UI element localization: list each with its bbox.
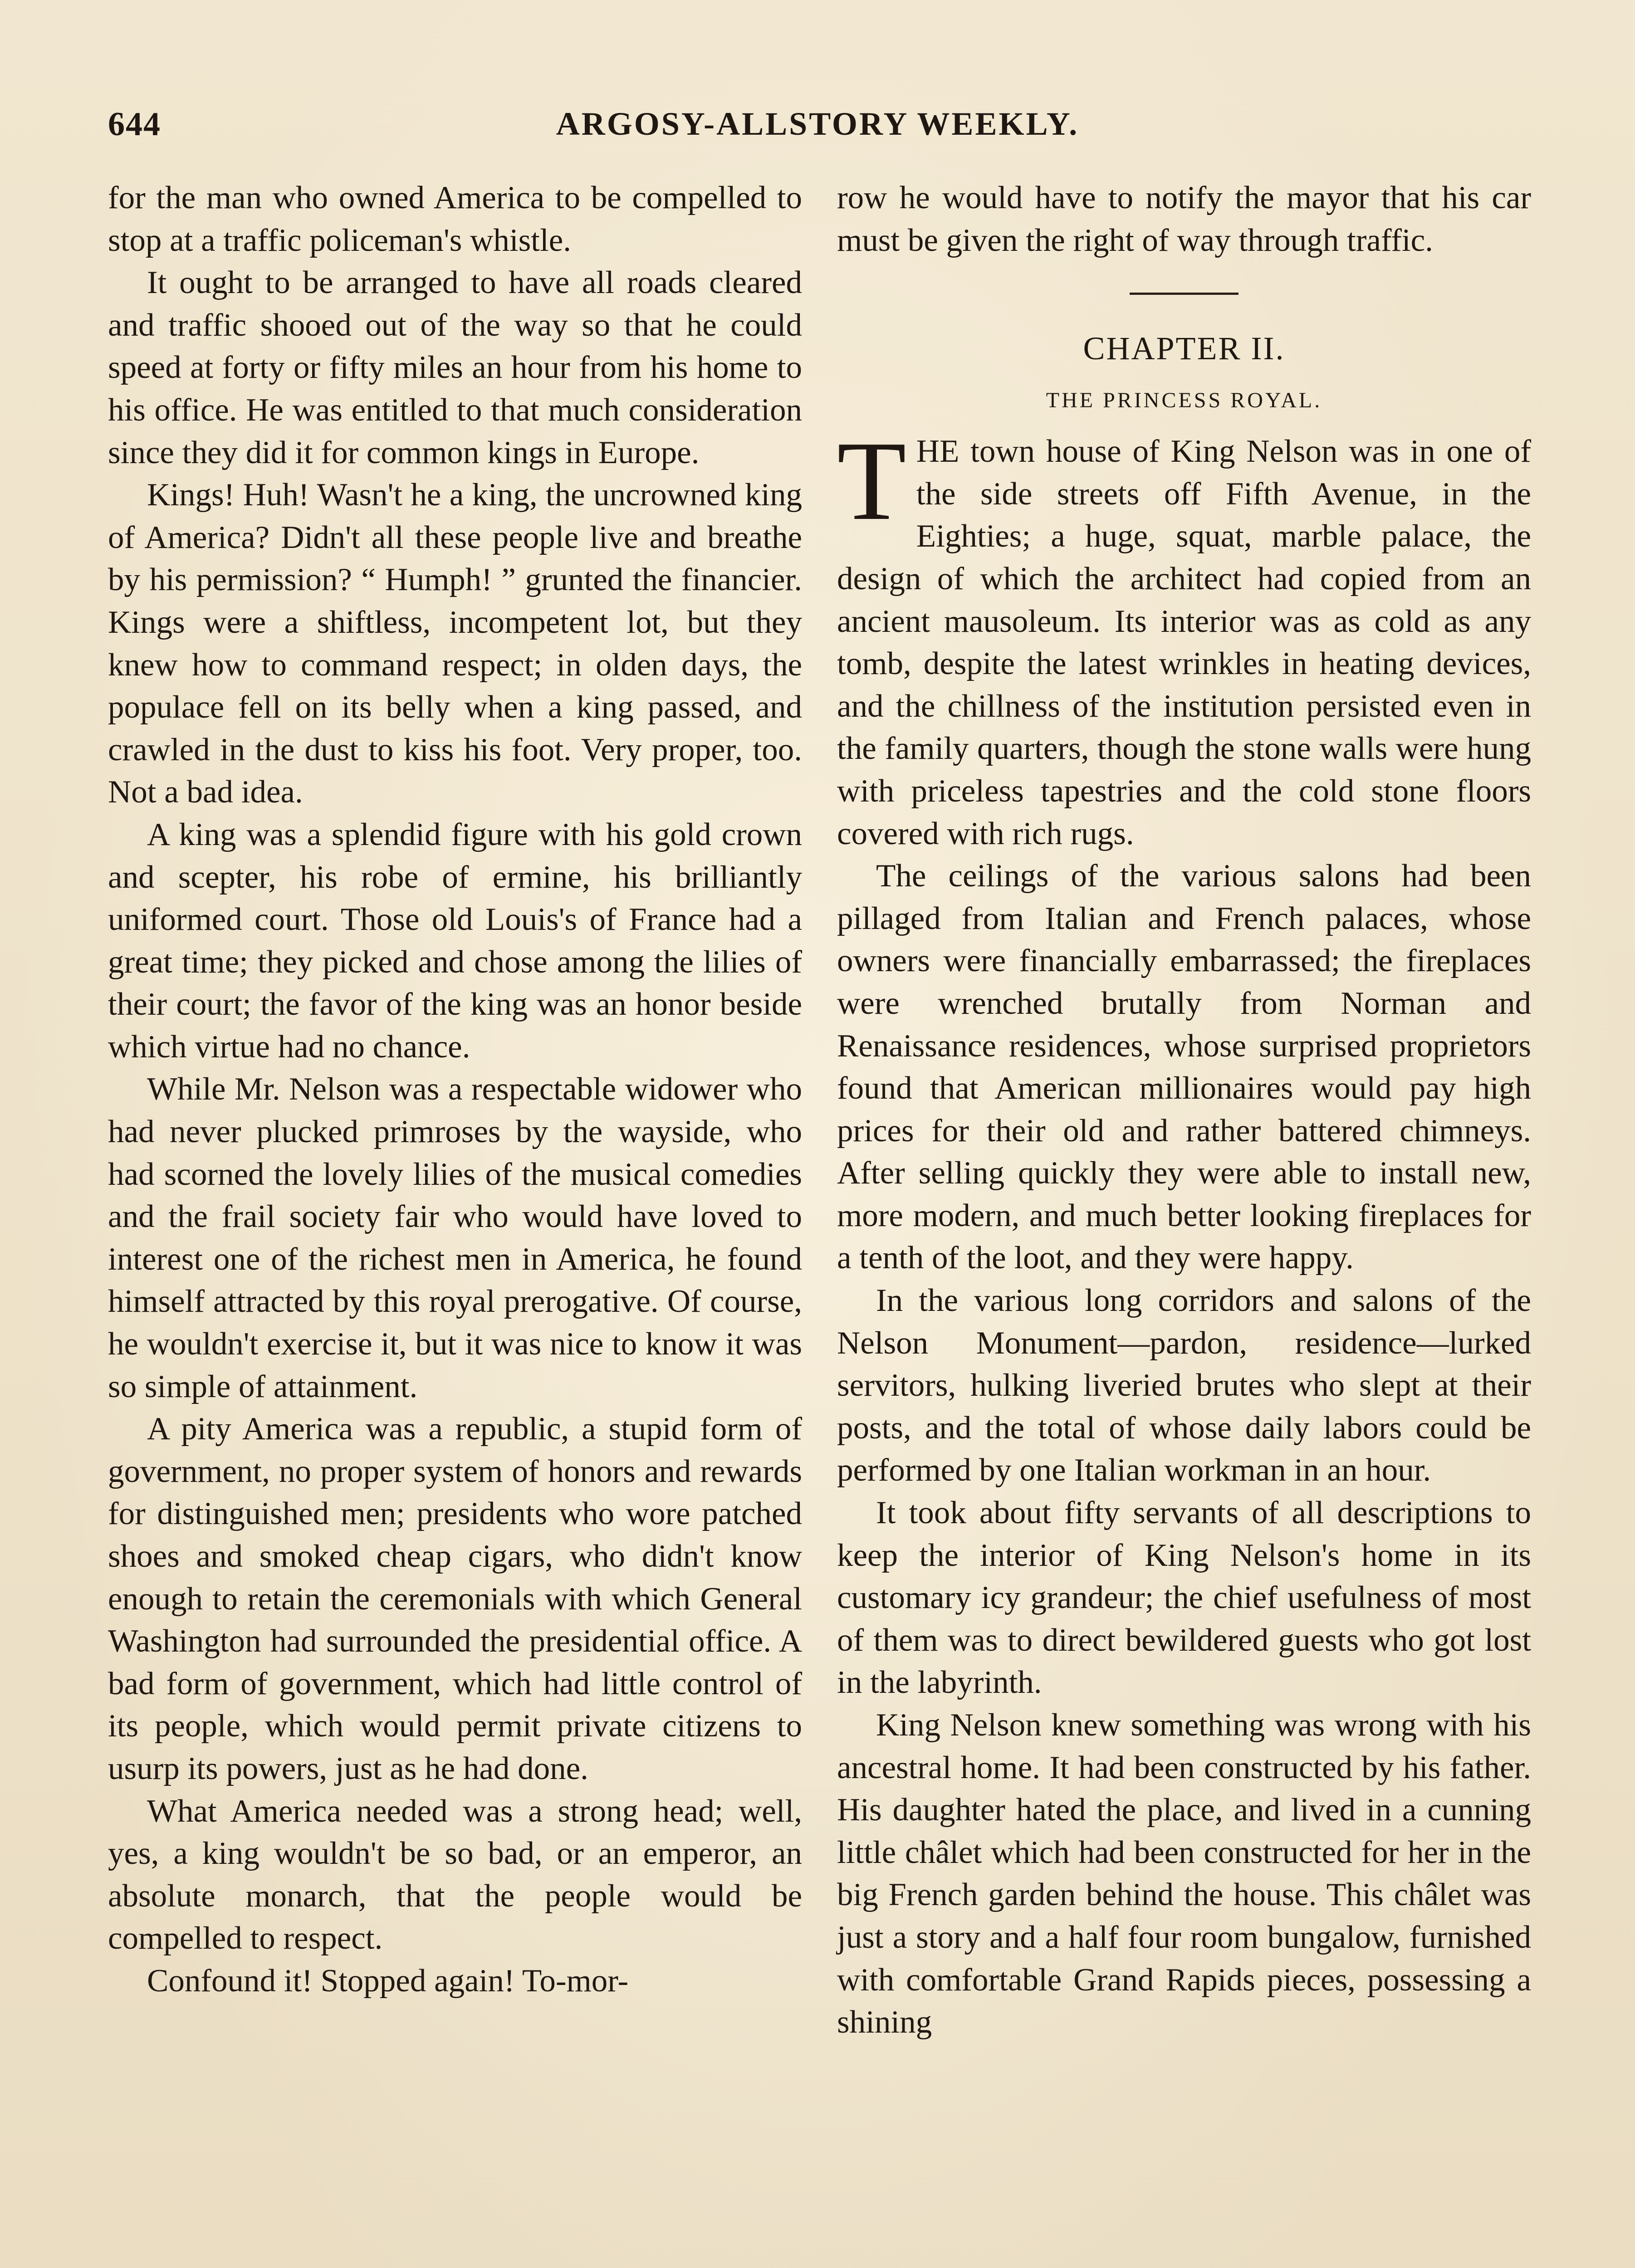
chapter-subtitle: THE PRINCESS ROYAL. — [1046, 388, 1322, 413]
paragraph: Kings! Huh! Wasn't he a king, the uncrowned king of America? Didn't all these people live and breathe by his permission? “ Humph! ” grunted the financier. Kings were a shiftless, incompetent lot, but they knew how to command respect; in olden days, the populace fell on its belly when a king passed, and crawled in the dust to kiss his foot. Very proper, too. Not a bad idea. — [108, 477, 802, 810]
paragraph: In the various long corridors and salons of the Nelson Monument—pardon, residence—lurked servitors, hulking liveried brutes who slept at their posts, and the total of whose daily labors could be performed by one Italian workman in an hour. — [837, 1283, 1531, 1488]
magazine-title: ARGOSY-ALLSTORY WEEKLY. — [556, 106, 1079, 142]
paragraph: row he would have to notify the mayor that his car must be given the right of way through traffic. — [837, 180, 1531, 258]
running-head — [0, 105, 1635, 151]
paragraph: What America needed was a strong head; well, yes, a king wouldn't be so bad, or an emperor, an absolute monarch, that the people would be compelled to respect. — [108, 1793, 802, 1956]
drop-cap: T — [837, 418, 906, 544]
page-number: 644 — [108, 106, 161, 143]
paragraph: Confound it! Stopped again! To-mor- — [147, 1963, 629, 1999]
section-divider — [1130, 293, 1238, 295]
chapter-opening-paragraph — [837, 418, 1531, 855]
paragraph-text: HE town house of King Nelson was in one of the side streets off Fifth Avenue, in the Eighties; a huge, squat, marble palace, the design of which the architect had copied from an ancient mausoleum. Its interior was as cold as any tomb, despite the latest wrinkles in heating devices, and the chillness of the institution persisted even in the family quarters, though the stone walls were hung with priceless tapestries and the cold stone floors covered with rich rugs. — [837, 434, 1531, 851]
paragraph: A king was a splendid figure with his gold crown and scepter, his robe of ermine, his brilliantly uniformed court. Those old Louis's of France had a great time; they picked and chose among the lilies of their court; the favor of the king was an honor beside which virtue had no chance. — [108, 816, 802, 1065]
paragraph: It took about fifty servants of all descriptions to keep the interior of King Nelson's home in its customary icy grandeur; the chief usefulness of most of them was to direct bewildered guests who got lost in the labyrinth. — [837, 1495, 1531, 1701]
paragraph: It ought to be arranged to have all roads cleared and traffic shooed out of the way so that he could speed at forty or fifty miles an hour from his home to his office. He was entitled to that much consideration since they did it for common kings in Europe. — [108, 265, 802, 470]
left-column — [108, 177, 802, 2003]
paragraph: The ceilings of the various salons had been pillaged from Italian and French palaces, whose owners were financially embarrassed; the fireplaces were wrenched brutally from Norman and Renaissance residences, whose surprised proprietors found that American millionaires would pay high prices for their old and rather battered chimneys. After selling quickly they were able to install new, more modern, and much better looking fireplaces for a tenth of the loot, and they were happy. — [837, 858, 1531, 1276]
paragraph: A pity America was a republic, a stupid form of government, no proper system of honors and rewards for distinguished men; presidents who wore patched shoes and smoked cheap cigars, who didn't know enough to retain the ceremonials with which General Washington had surrounded the presidential office. A bad form of government, which had little control of its people, which would permit private citizens to usurp its powers, just as he had done. — [108, 1411, 802, 1786]
right-column — [837, 177, 1531, 2044]
paragraph: While Mr. Nelson was a respectable widower who had never plucked primroses by the wayside, who had scorned the lovely lilies of the musical comedies and the frail society fair who would have loved to interest one of the richest men in America, he found himself attracted by this royal prerogative. Of course, he wouldn't exercise it, but it was nice to know it was so simple of attainment. — [108, 1071, 802, 1404]
paragraph: King Nelson knew something was wrong with his ancestral home. It had been constructed by his father. His daughter hated the place, and lived in a cunning little châlet which had been constructed for her in the big French garden behind the house. This châlet was just a story and a half four room bungalow, furnished with comfortable Grand Rapids pieces, possessing a shining — [837, 1707, 1531, 2040]
chapter-heading: CHAPTER II. — [1083, 330, 1285, 367]
paragraph: for the man who owned America to be compelled to stop at a traffic policeman's whistle. — [108, 180, 802, 258]
